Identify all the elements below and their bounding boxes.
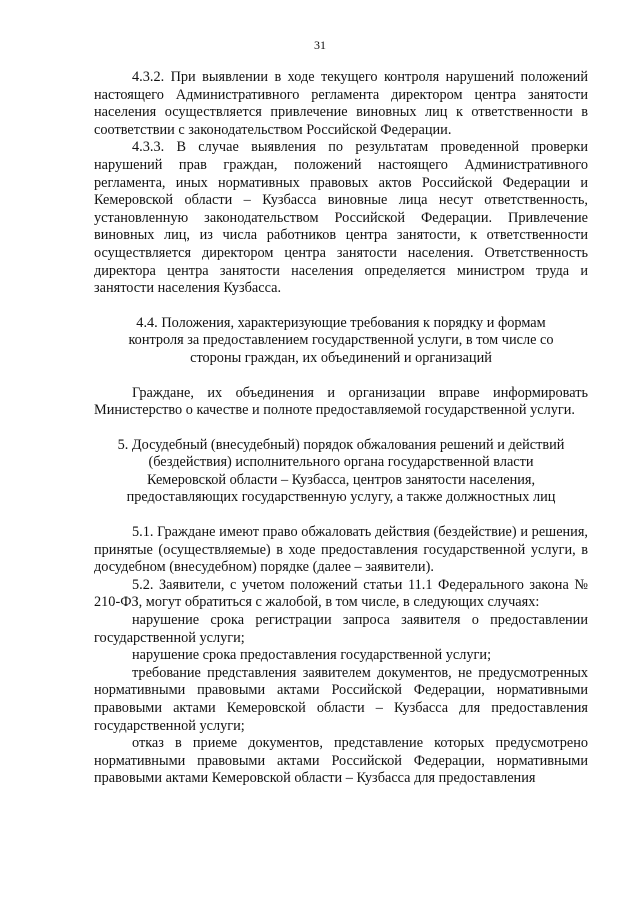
section-heading-5: 5. Досудебный (внесудебный) порядок обжалования решений и действий (бездействия) исполнительного органа государственной власти Кемеровской области – Кузбасса, центров занятости населения, предоставляющих государственную услугу, а также должностных лиц — [117, 436, 565, 506]
page-number: 31 — [314, 38, 326, 52]
list-item-case-2: нарушение срока предоставления государственной услуги; — [132, 647, 492, 664]
paragraph-5-2: 5.2. Заявители, с учетом положений статьи 11.1 Федерального закона № 210-ФЗ, могут обратиться с жалобой, в том числе, в следующих случаях: — [94, 576, 588, 611]
paragraph-4-3-2: 4.3.2. При выявлении в ходе текущего контроля нарушений положений настоящего Административного регламента директором центра занятости населения осуществляется привлечение виновных лиц к ответственности в соответствии с законодательством Российской Федерации. — [94, 69, 588, 138]
paragraph-5-1: 5.1. Граждане имеют право обжаловать действия (бездействие) и решения, принятые (осуществляемые) в ходе предоставления государственной услуги, в досудебном (внесудебном) порядке (далее – заявители). — [94, 524, 588, 576]
list-item-case-3: требование представления заявителем документов, не предусмотренных нормативными правовыми актами Российской Федерации, нормативными правовыми актами Кемеровской области – Кузбасса для предоставления государственной услуги; — [94, 664, 588, 734]
list-item-case-1: нарушение срока регистрации запроса заявителя о предоставлении государственной услуги; — [94, 612, 588, 646]
list-item-case-4: отказ в приеме документов, представление которых предусмотрено нормативными правовыми актами Российской Федерации, нормативными правовыми актами Кемеровской области – Кузбасса для предоставления — [94, 735, 588, 787]
paragraph-citizens: Граждане, их объединения и организации вправе информировать Министерство о качестве и полноте предоставляемой государственной услуги. — [94, 384, 588, 419]
section-heading-4-4: 4.4. Положения, характеризующие требования к порядку и формам контроля за предоставлением государственной услуги, в том числе со стороны граждан, их объединений и организаций — [128, 314, 554, 366]
paragraph-4-3-3: 4.3.3. В случае выявления по результатам проведенной проверки нарушений прав граждан, положений настоящего Административного регламента, иных нормативных правовых актов Российской Федерации и Кемеровской области – Кузбасса виновные лица несут ответственность, установленную законодательством Российской Федерации. Привлечение виновных лиц, из числа работников центра занятости, к ответственности осуществляется директором центра занятости населения. Ответственность директора центра занятости населения определяется министром труда и занятости населения Кузбасса. — [94, 139, 588, 297]
page-content — [94, 69, 588, 788]
